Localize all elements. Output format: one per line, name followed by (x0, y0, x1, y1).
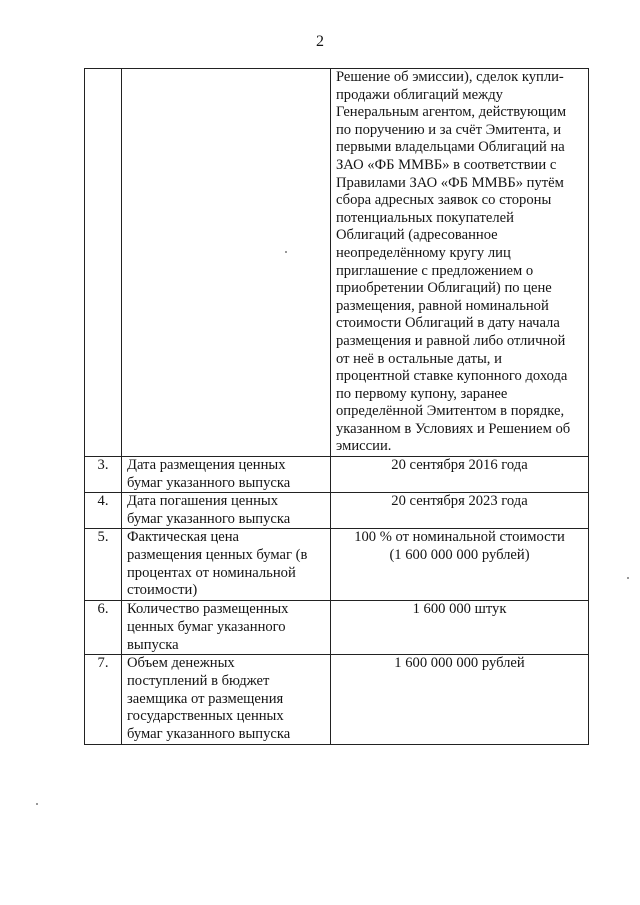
text-line: бумаг указанного выпуска (127, 474, 291, 491)
bond-issue-table (84, 68, 589, 745)
text-line: Генеральным агентом, действующим (336, 104, 567, 121)
text-line: приглашение с предложением о (336, 262, 534, 279)
text-line: продажи облигаций между (336, 86, 503, 103)
scan-speck (36, 803, 38, 805)
text-line: по поручению и за счёт Эмитента, и (336, 121, 562, 138)
text-line: процентах от номинальной (127, 564, 296, 581)
text-line: 20 сентября 2016 года (391, 457, 528, 474)
text-line: размещения и равной либо отличной (336, 332, 566, 349)
scan-speck (627, 577, 629, 579)
text-line: от неё в остальные даты, и (336, 350, 502, 367)
text-line: 100 % от номинальной стоимости (354, 529, 565, 546)
text-line: заемщика от размещения (127, 690, 284, 707)
row-number-cell (85, 69, 122, 457)
text-line: ЗАО «ФБ ММВБ» в соответствии с (336, 156, 557, 173)
text-line: процентной ставке купонного дохода (336, 368, 568, 385)
text-line: Количество размещенных (127, 601, 289, 618)
text-line: 1 600 000 000 рублей (394, 655, 525, 672)
row-label-cell (122, 601, 331, 655)
text-line: размещения ценных бумаг (в (127, 547, 308, 564)
row-label-cell (122, 69, 331, 457)
text-line: бумаг указанного выпуска (127, 725, 291, 742)
text-line: неопределённому кругу лиц (336, 244, 511, 261)
text-line: Правилами ЗАО «ФБ ММВБ» путём (336, 174, 564, 191)
text-line: Облигаций (адресованное (336, 227, 498, 244)
row-label-cell (122, 655, 331, 745)
table-row-continuation (85, 69, 589, 457)
text-line: государственных ценных (127, 708, 284, 725)
table-row-6 (85, 601, 589, 655)
text-line: указанном в Условиях и Решением об (336, 420, 571, 437)
page-number: 2 (316, 33, 324, 50)
text-line: Объем денежных (127, 655, 235, 672)
text-line: Дата размещения ценных (127, 457, 286, 474)
text-line: выпуска (127, 636, 179, 653)
text-line: эмиссии. (336, 438, 392, 455)
text-line: Решение об эмиссии), сделок купли- (336, 69, 564, 85)
text-line: стоимости Облигаций в дату начала (336, 315, 560, 332)
text-line: ценных бумаг указанного (127, 619, 286, 636)
proceeds-volume-value (331, 655, 589, 745)
text-line: (1 600 000 000 рублей) (389, 547, 530, 564)
text-line: определённой Эмитентом в порядке, (336, 403, 565, 420)
row-number-cell: 5. (85, 529, 122, 601)
row-number-cell: 6. (85, 601, 122, 655)
row-label-cell (122, 457, 331, 493)
text-line: приобретении Облигаций) по цене (336, 280, 552, 297)
maturity-date-value (331, 493, 589, 529)
securities-quantity-value (331, 601, 589, 655)
table-row-4 (85, 493, 589, 529)
text-line: сбора адресных заявок со стороны (336, 192, 552, 209)
text-line: Дата погашения ценных (127, 493, 279, 510)
placement-method-text (331, 69, 589, 457)
table-row-7 (85, 655, 589, 745)
row-label-cell (122, 529, 331, 601)
row-number-cell: 7. (85, 655, 122, 745)
text-line: Фактическая цена (127, 529, 240, 546)
text-line: размещения, равной номинальной (336, 297, 549, 314)
text-line: потенциальных покупателей (336, 209, 514, 226)
text-line: по первому купону, заранее (336, 385, 508, 402)
text-line: 1 600 000 штук (412, 601, 507, 618)
placement-price-value (331, 529, 589, 601)
table-row-3 (85, 457, 589, 493)
text-line: 20 сентября 2023 года (391, 493, 528, 510)
table-row-5 (85, 529, 589, 601)
row-label-cell (122, 493, 331, 529)
row-number-cell: 3. (85, 457, 122, 493)
text-line: стоимости) (127, 582, 198, 599)
text-line: бумаг указанного выпуска (127, 510, 291, 527)
placement-date-value (331, 457, 589, 493)
text-line: первыми владельцами Облигаций на (336, 139, 565, 156)
text-line: поступлений в бюджет (127, 673, 270, 690)
row-number-cell: 4. (85, 493, 122, 529)
scan-speck (285, 251, 287, 253)
